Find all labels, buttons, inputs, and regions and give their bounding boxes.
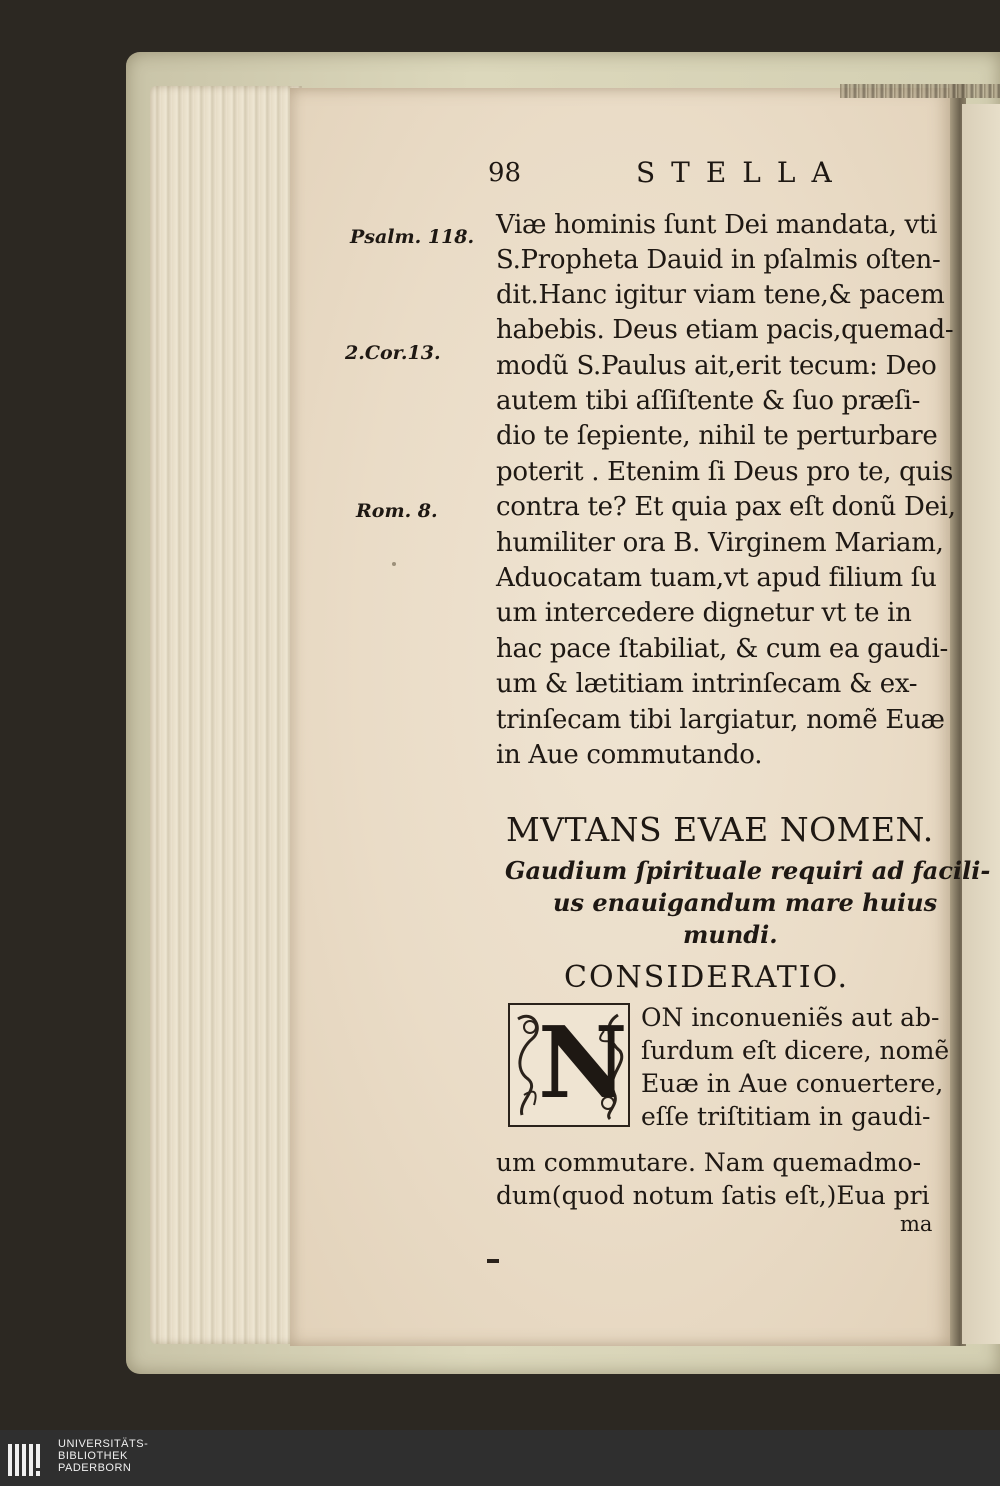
consideratio-heading: CONSIDERATIO. [564,960,849,995]
logo-line: UNIVERSITÄTS- [58,1438,149,1450]
library-logo-text [58,1438,148,1474]
drop-cap: N [538,1006,628,1121]
text-line: in Aue commutando. [496,740,763,770]
text-line: modũ S.Paulus ait,erit tecum: Deo [496,351,937,381]
subheading-line: mundi. [683,920,778,949]
text-line: S.Propheta Dauid in pſalmis oſten- [496,245,941,275]
section-heading: MVTANS EVAE NOMEN. [506,810,934,849]
running-title: STELLA [636,156,848,189]
catchword: ma [900,1212,933,1236]
text-line: poterit . Etenim ſi Deus pro te, quis [496,457,954,487]
headband [840,84,1000,98]
library-logo-icon [8,1440,54,1480]
text-line: dit.Hanc igitur viam tene,& pacem [496,280,945,310]
text-line: um & lætitiam intrinſecam & ex- [496,669,918,699]
text-line: Aduocatam tuam,vt apud filium ſu [496,563,937,593]
text-line: trinſecam tibi largiatur, nomẽ Euæ [496,705,945,735]
logo-line: PADERBORN [58,1462,132,1474]
signature-mark [487,1259,499,1263]
text-line: um commutare. Nam quemadmo- [496,1148,922,1177]
text-line: um intercedere dignetur vt te in [496,598,912,628]
text-line: dum(quod notum ſatis eſt,)Eua pri [496,1181,930,1210]
text-line: humiliter ora B. Virginem Mariam, [496,528,944,558]
text-line: Viæ hominis ſunt Dei mandata, vti [496,210,938,240]
text-line: hac pace ſtabiliat, & cum ea gaudi- [496,634,948,664]
text-line: ſurdum eſt dicere, nomẽ [641,1036,950,1065]
logo-line: BIBLIOTHEK [58,1450,128,1462]
text-line: contra te? Et quia pax eſt donũ Dei, [496,492,956,522]
subheading-line: us enauigandum mare huius [553,888,938,917]
decorated-initial [508,1003,630,1127]
margin-note-rom: Rom. 8. [356,500,438,522]
subheading-line: Gaudium ſpirituale requiri ad facili- [505,856,991,885]
text-line: dio te ſepiente, nihil te perturbare [496,421,938,451]
text-line: autem tibi aſſiſtente & ſuo præſi- [496,386,921,416]
footer-bar [0,1430,1000,1486]
text-line: ON inconueniẽs aut ab- [641,1003,940,1032]
page-edges [150,86,302,1344]
margin-note-cor: 2.Cor.13. [345,342,441,364]
facing-page-edge [962,104,1000,1344]
text-line: habebis. Deus etiam pacis,quemad- [496,315,954,345]
page-number: 98 [488,158,522,188]
paper-speck [392,562,396,566]
text-line: Euæ in Aue conuertere, [641,1069,944,1098]
margin-note-psalm: Psalm. 118. [350,226,475,248]
text-line: eſſe triſtitiam in gaudi- [641,1102,931,1131]
